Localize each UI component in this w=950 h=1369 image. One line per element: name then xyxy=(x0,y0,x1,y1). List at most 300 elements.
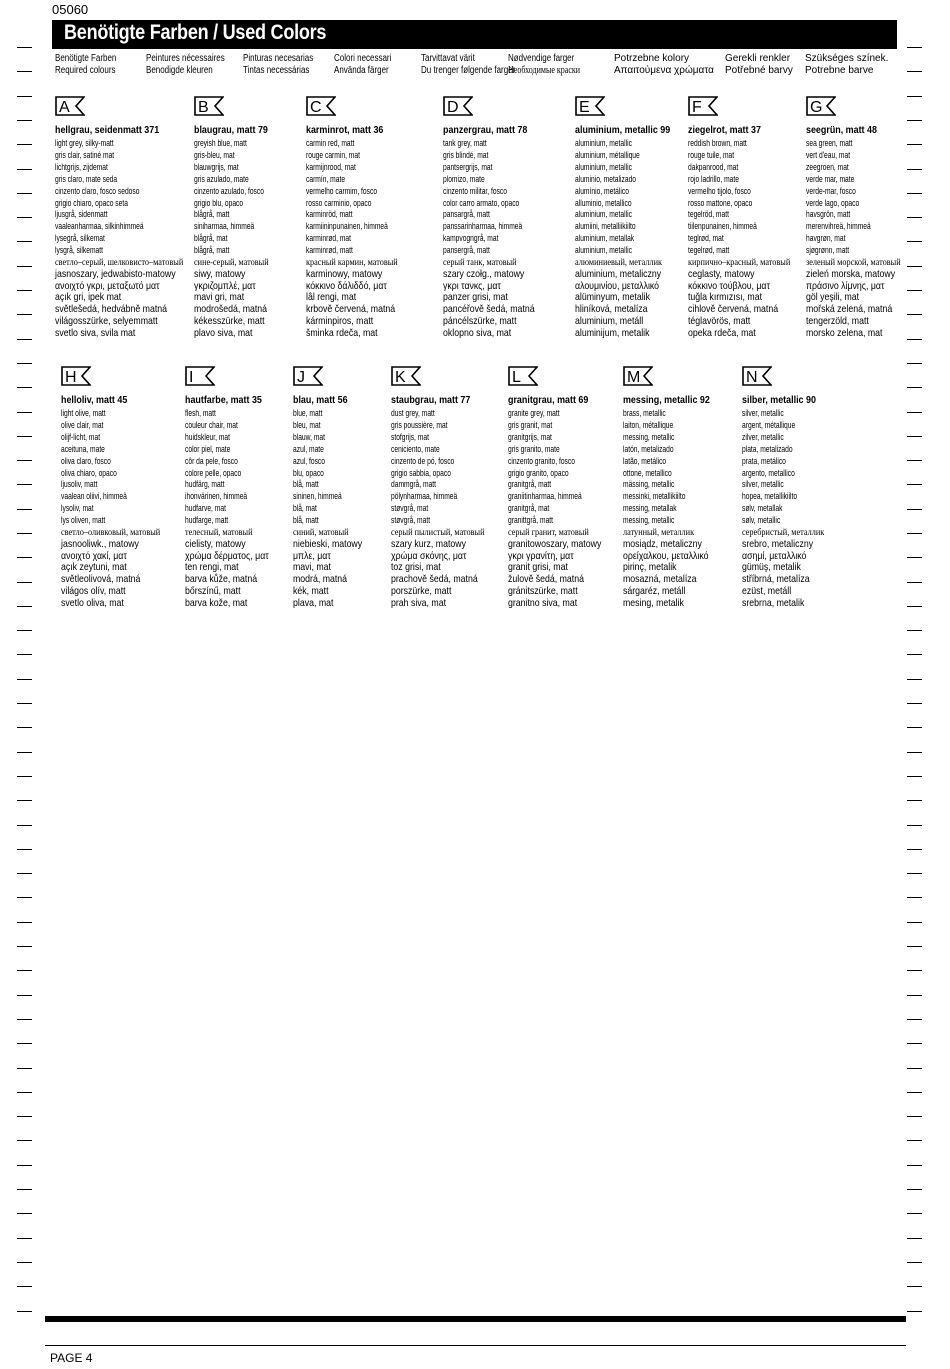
color-translation: lysoliv, mat xyxy=(61,503,94,514)
margin-mark xyxy=(907,460,922,461)
color-translation: stofgrijs, mat xyxy=(391,431,429,442)
margin-mark xyxy=(907,727,922,728)
color-letter: L xyxy=(512,369,521,386)
color-translation: srebrna, metalik xyxy=(742,597,805,609)
color-translation: cinzento militar, fosco xyxy=(443,185,507,196)
color-entry xyxy=(508,394,630,610)
margin-mark xyxy=(17,873,32,874)
color-letter: F xyxy=(692,99,702,116)
color-translation: carmin red, matt xyxy=(306,138,355,148)
color-translation: gris claro, mate seda xyxy=(55,173,118,184)
color-translation: ihonvärinen, himmeä xyxy=(185,491,248,502)
color-letter-marker xyxy=(61,366,91,386)
margin-mark xyxy=(907,1262,922,1263)
language-heading-line: Benötigte Farben xyxy=(55,53,117,64)
margin-mark xyxy=(17,582,32,583)
margin-mark xyxy=(907,47,922,48)
color-translation: αλουμινίου, μεταλλικό xyxy=(575,280,660,292)
color-translation: cinzento granito, fosco xyxy=(508,455,575,466)
margin-mark xyxy=(907,897,922,898)
color-translation: sølv, metallak xyxy=(742,503,783,514)
color-translation: κόκκινο τούβλου, ματ xyxy=(688,280,770,292)
color-translation: zilver, metallic xyxy=(742,431,784,442)
color-letter-marker xyxy=(508,366,538,386)
color-translation: ορείχαλκου, μεταλλικό xyxy=(623,550,709,562)
color-translation: žulově šedá, matná xyxy=(508,574,584,586)
color-translation: messing, metallic xyxy=(623,515,675,526)
margin-mark xyxy=(907,873,922,874)
language-heading-line: Tarvittavat värit xyxy=(421,53,475,64)
margin-mark xyxy=(907,1189,922,1190)
language-heading-line: Potřebné barvy xyxy=(725,65,793,76)
color-translation: prah siva, mat xyxy=(391,597,447,609)
color-translation: sea green, matt xyxy=(806,138,853,148)
margin-mark xyxy=(907,1140,922,1141)
margin-mark xyxy=(907,630,922,631)
color-translation: morsko zelena, mat xyxy=(806,327,883,339)
product-code: 05060 xyxy=(52,2,89,17)
color-entry xyxy=(61,394,183,610)
color-translation: lâl rengi, mat xyxy=(306,292,357,304)
color-translation: ljusgrå, sidenmatt xyxy=(55,209,108,220)
color-translation: gris blindé, mat xyxy=(443,149,489,160)
color-translation: olive clair, mat xyxy=(61,419,104,430)
margin-mark xyxy=(17,363,32,364)
color-translation: vaaleanharmaa, silkinhimmeä xyxy=(55,221,144,232)
margin-mark xyxy=(17,654,32,655)
color-translation: ezüst, metáll xyxy=(742,586,792,598)
color-translation: gránitszürke, matt xyxy=(508,586,578,598)
color-translation: aluminium, metallic xyxy=(575,138,632,148)
margin-mark xyxy=(17,533,32,534)
color-translation: rouge tuile, mat xyxy=(688,149,735,160)
color-name: helloliv, matt 45 xyxy=(61,394,128,406)
color-translation: karminrød, mat xyxy=(306,233,352,244)
color-translation: ceniciento, mate xyxy=(391,443,440,454)
margin-mark xyxy=(17,946,32,947)
margin-mark xyxy=(17,436,32,437)
color-name: hautfarbe, matt 35 xyxy=(185,394,262,406)
margin-mark xyxy=(907,533,922,534)
color-translation: rouge carmin, mat xyxy=(306,149,360,160)
color-translation: tuğla kırmızısı, mat xyxy=(688,292,763,304)
color-translation: rosso carminio, opaco xyxy=(306,197,372,208)
color-letter-marker xyxy=(391,366,421,386)
color-translation: colore pelle, opaco xyxy=(185,467,242,478)
color-translation: latão, metálico xyxy=(623,455,667,466)
color-translation: niebieski, matowy xyxy=(293,538,363,550)
color-translation: messing, metallic xyxy=(623,431,675,442)
color-translation: серый гранит, матовый xyxy=(508,527,589,539)
color-entry xyxy=(194,124,316,340)
color-translation: opeka rdeča, mat xyxy=(688,327,756,339)
color-translation: svetlo oliva, mat xyxy=(61,597,124,609)
margin-mark xyxy=(17,71,32,72)
color-translation: siniharmaa, himmeä xyxy=(194,221,255,232)
color-translation: hopea, metallikiilto xyxy=(742,491,798,502)
color-translation: kampvogngrå, mat xyxy=(443,233,499,244)
color-translation: blå, matt xyxy=(293,515,319,526)
margin-mark xyxy=(17,849,32,850)
color-translation: graniitinharmaa, himmeä xyxy=(508,491,582,502)
color-translation: tegelröd, matt xyxy=(688,209,729,220)
color-translation: páncélszürke, matt xyxy=(443,316,517,328)
margin-mark xyxy=(907,1019,922,1020)
color-letter: D xyxy=(447,99,459,116)
language-heading xyxy=(146,53,244,77)
language-heading xyxy=(614,53,714,77)
color-name: seegrün, matt 48 xyxy=(806,124,877,136)
color-translation: светло–оливковый, матовый xyxy=(61,527,161,539)
color-name: aluminium, metallic 99 xyxy=(575,124,671,136)
color-translation: huidskleur, mat xyxy=(185,431,231,442)
color-translation: gris-bleu, mat xyxy=(194,149,235,160)
language-heading xyxy=(55,53,132,77)
color-translation: vermelho carmim, fosco xyxy=(306,185,378,196)
color-translation: hudfärg, matt xyxy=(185,479,225,490)
color-translation: синий, матовый xyxy=(293,527,349,539)
margin-mark xyxy=(17,387,32,388)
color-translation: ceglasty, matowy xyxy=(688,268,755,280)
page-title: Benötigte Farben / Used Colors xyxy=(64,21,327,44)
margin-mark xyxy=(907,1165,922,1166)
color-name: blaugrau, matt 79 xyxy=(194,124,268,136)
language-heading-line: Potrebne barve xyxy=(805,65,874,76)
color-translation: verde-mar, fosco xyxy=(806,185,856,196)
color-translation: argent, métallique xyxy=(742,419,796,430)
color-entry xyxy=(623,394,745,610)
color-translation: γκρι γρανίτη, ματ xyxy=(508,550,574,562)
margin-mark xyxy=(907,363,922,364)
color-translation: alluminio, metallico xyxy=(575,197,632,208)
color-letter: M xyxy=(627,369,641,386)
margin-mark xyxy=(907,1116,922,1117)
color-translation: ανοιχτό χακί, ματ xyxy=(61,550,127,562)
color-translation: plava, mat xyxy=(293,597,334,609)
color-translation: ασημί, μεταλλικό xyxy=(742,550,807,562)
color-translation: blågrå, mat xyxy=(194,233,228,244)
color-translation: plomizo, mate xyxy=(443,173,485,184)
language-heading-line: Colori necessari xyxy=(334,53,392,64)
color-translation: pölynharmaa, himmeä xyxy=(391,491,458,502)
language-heading-line: Använda färger xyxy=(334,65,389,76)
color-translation: sárgaréz, metáll xyxy=(623,586,686,598)
color-translation: rosso mattone, opaco xyxy=(688,197,753,208)
color-letter: A xyxy=(59,99,70,116)
margin-mark xyxy=(17,1116,32,1117)
language-heading-line: Pinturas necesarias xyxy=(243,53,314,64)
color-translation: jasnooliwk., matowy xyxy=(61,538,139,550)
color-translation: lysegrå, silkemat xyxy=(55,233,105,244)
color-translation: világosszürke, selyemmatt xyxy=(55,316,158,328)
margin-mark xyxy=(907,800,922,801)
color-translation: серый танк, матовый xyxy=(443,257,517,269)
color-letter-marker xyxy=(293,366,323,386)
color-translation: aluminio, metalizado xyxy=(575,173,637,184)
margin-mark xyxy=(17,1092,32,1093)
color-translation: pansergrå, matt xyxy=(443,245,490,256)
margin-mark xyxy=(907,557,922,558)
margin-mark xyxy=(907,71,922,72)
color-translation: støvgrå, mat xyxy=(391,503,429,514)
color-letter-marker xyxy=(185,366,215,386)
language-heading-line: Benodigde kleuren xyxy=(146,65,213,76)
margin-mark xyxy=(17,169,32,170)
color-translation: bleu, mat xyxy=(293,419,321,430)
margin-mark xyxy=(907,582,922,583)
color-translation: ανοιχτό γκρι, μεταξωτό ματ xyxy=(55,280,160,292)
color-translation: srebro, metaliczny xyxy=(742,538,814,550)
margin-mark xyxy=(17,509,32,510)
color-letter: I xyxy=(189,369,194,386)
color-translation: kék, matt xyxy=(293,586,329,598)
margin-mark xyxy=(17,897,32,898)
margin-mark xyxy=(17,800,32,801)
color-entry xyxy=(443,124,565,340)
color-entry xyxy=(185,394,307,610)
margin-mark xyxy=(907,679,922,680)
language-heading xyxy=(334,53,406,77)
color-translation: szary kurz, matowy xyxy=(391,538,466,550)
color-entry xyxy=(806,124,928,340)
color-translation: grigio blu, opaco xyxy=(194,197,244,208)
margin-mark xyxy=(17,1165,32,1166)
color-translation: azul, mate xyxy=(293,443,324,454)
color-translation: cinzento de pó, fosco xyxy=(391,455,455,466)
language-heading-line: Peintures nécessaires xyxy=(146,53,225,64)
color-entry xyxy=(688,124,810,340)
color-translation: красный кармин, матовый xyxy=(306,257,398,269)
color-translation: rojo ladrillo, mate xyxy=(688,173,739,184)
color-translation: ottone, metallico xyxy=(623,467,672,478)
margin-mark xyxy=(17,1068,32,1069)
color-translation: prata, metálico xyxy=(742,455,786,466)
language-heading-line: Gerekli renkler xyxy=(725,53,791,64)
color-translation: pancéřově šedá, matná xyxy=(443,304,535,316)
margin-mark xyxy=(907,995,922,996)
color-translation: алюминиевый, металлик xyxy=(575,257,663,269)
margin-mark xyxy=(907,654,922,655)
color-translation: mosiądz, metaliczny xyxy=(623,538,702,550)
color-letter: G xyxy=(810,99,823,116)
color-translation: lichtgrijs, zijdemat xyxy=(55,161,108,172)
color-translation: granitowoszary, matowy xyxy=(508,538,602,550)
margin-mark xyxy=(17,995,32,996)
language-heading-line: Необходимые краски xyxy=(508,65,581,76)
language-heading xyxy=(243,53,331,77)
language-heading-line: Du trenger følgende farger xyxy=(421,65,516,76)
color-translation: granite grey, matt xyxy=(508,408,560,418)
margin-mark xyxy=(17,266,32,267)
margin-mark xyxy=(907,96,922,97)
margin-mark xyxy=(907,509,922,510)
margin-mark xyxy=(17,922,32,923)
color-translation: havgrøn, mat xyxy=(806,233,846,244)
color-name: messing, metallic 92 xyxy=(623,394,710,406)
color-translation: tiilenpunainen, himmeä xyxy=(688,221,757,232)
color-translation: πράσινο λίμνης, ματ xyxy=(806,280,885,292)
color-translation: blue, matt xyxy=(293,408,323,418)
color-translation: blågrå, matt xyxy=(194,245,230,256)
color-letter-marker xyxy=(443,96,473,116)
color-translation: bőrszínű, matt xyxy=(185,586,241,598)
margin-mark xyxy=(907,825,922,826)
margin-mark xyxy=(17,776,32,777)
color-translation: blauwgrijs, mat xyxy=(194,161,239,172)
color-translation: серебристый, металлик xyxy=(742,527,825,539)
margin-mark xyxy=(907,776,922,777)
color-translation: stříbrná, metalíza xyxy=(742,574,810,586)
margin-mark xyxy=(17,484,32,485)
margin-mark xyxy=(907,946,922,947)
color-letter: C xyxy=(310,99,322,116)
margin-mark xyxy=(17,703,32,704)
color-translation: mavi, mat xyxy=(293,562,331,574)
color-translation: blå, mat xyxy=(293,503,317,514)
margin-mark xyxy=(17,630,32,631)
language-heading xyxy=(805,53,888,77)
color-letter-marker xyxy=(575,96,605,116)
margin-mark xyxy=(17,314,32,315)
color-translation: sjøgrønn, matt xyxy=(806,245,850,256)
margin-mark xyxy=(907,752,922,753)
language-heading xyxy=(508,53,598,77)
color-name: hellgrau, seidenmatt 371 xyxy=(55,124,160,136)
color-translation: χρώμα σκόνης, ματ xyxy=(391,550,467,562)
margin-mark xyxy=(17,47,32,48)
color-translation: зеленый морской, матовый xyxy=(806,257,901,269)
color-translation: grigio sabbia, opaco xyxy=(391,467,451,478)
color-translation: латунный, металлик xyxy=(623,527,695,539)
color-letter: N xyxy=(746,369,758,386)
margin-mark xyxy=(907,922,922,923)
color-translation: blå, matt xyxy=(293,479,319,490)
color-translation: ljusoliv, matt xyxy=(61,479,98,490)
margin-mark xyxy=(17,1019,32,1020)
color-translation: aluminium, metallak xyxy=(575,233,635,244)
color-letter: B xyxy=(198,99,209,116)
color-letter: H xyxy=(65,369,77,386)
margin-mark xyxy=(907,387,922,388)
color-translation: χρώμα δέρματος, ματ xyxy=(185,550,269,562)
color-translation: lysgrå, silkematt xyxy=(55,245,103,256)
color-translation: téglavörös, matt xyxy=(688,316,751,328)
color-translation: gris poussière, mat xyxy=(391,419,448,430)
color-translation: sølv, metallic xyxy=(742,515,781,526)
color-translation: prachově šedá, matná xyxy=(391,574,478,586)
margin-mark xyxy=(17,1189,32,1190)
color-translation: panzer grisi, mat xyxy=(443,292,508,304)
color-translation: olijf-licht, mat xyxy=(61,431,101,442)
color-translation: kékesszürke, matt xyxy=(194,316,265,328)
color-translation: støvgrå, matt xyxy=(391,515,431,526)
color-translation: göl yeşili, mat xyxy=(806,292,860,304)
color-translation: reddish brown, matt xyxy=(688,138,747,148)
color-translation: jasnoszary, jedwabisto-matowy xyxy=(55,268,176,280)
color-translation: merenvihreä, himmeä xyxy=(806,221,871,232)
footer-line xyxy=(45,1345,906,1346)
color-translation: svetlo siva, svila mat xyxy=(55,327,136,339)
color-translation: cielisty, matowy xyxy=(185,538,246,550)
color-translation: aluminium, metallic xyxy=(575,245,632,256)
color-entry xyxy=(55,124,184,340)
color-letter-marker xyxy=(688,96,718,116)
color-translation: krbově červená, matná xyxy=(306,304,396,316)
color-translation: porszürke, matt xyxy=(391,586,452,598)
color-translation: hliníková, metalíza xyxy=(575,304,648,316)
color-letter-marker xyxy=(306,96,336,116)
color-translation: dust grey, matt xyxy=(391,408,435,418)
color-letter: K xyxy=(395,369,406,386)
color-translation: light olive, matt xyxy=(61,408,106,418)
color-translation: messing, metallak xyxy=(623,503,677,514)
margin-mark xyxy=(17,144,32,145)
color-name: karminrot, matt 36 xyxy=(306,124,384,136)
margin-mark xyxy=(17,339,32,340)
color-translation: silver, metallic xyxy=(742,479,784,490)
color-translation: karmiininpunainen, himmeä xyxy=(306,221,388,232)
color-translation: mořská zelená, matná xyxy=(806,304,893,316)
color-translation: mässing, metallic xyxy=(623,479,675,490)
color-translation: gris clair, satiné mat xyxy=(55,149,115,160)
color-translation: karminröd, matt xyxy=(306,209,353,220)
color-translation: szary czołg., matowy xyxy=(443,268,525,280)
color-translation: barva kůže, matná xyxy=(185,574,258,586)
margin-mark xyxy=(907,120,922,121)
color-translation: grigio granito, opaco xyxy=(508,467,569,478)
color-translation: gris granito, mate xyxy=(508,443,560,454)
color-translation: alumiini, metalliikiilto xyxy=(575,221,636,232)
color-translation: karminrød, matt xyxy=(306,245,353,256)
margin-mark xyxy=(907,703,922,704)
color-entry xyxy=(575,124,697,340)
color-translation: sininen, himmeä xyxy=(293,491,342,502)
color-translation: μπλε, ματ xyxy=(293,550,331,562)
color-name: blau, matt 56 xyxy=(293,394,348,406)
color-translation: světleolivová, matná xyxy=(61,574,141,586)
color-translation: alüminyum, metalik xyxy=(575,292,650,304)
color-translation: siwy, matowy xyxy=(194,268,246,280)
color-translation: κόκκινο δάλιδδό, ματ xyxy=(306,280,387,292)
color-translation: açık gri, ipek mat xyxy=(55,292,122,304)
margin-mark xyxy=(17,1043,32,1044)
language-heading-line: Required colours xyxy=(55,65,116,76)
color-translation: azul, fosco xyxy=(293,455,326,466)
color-translation: oklopno siva, mat xyxy=(443,327,512,339)
color-translation: tengerzöld, matt xyxy=(806,316,869,328)
color-translation: aluminium, metáll xyxy=(575,316,644,328)
margin-mark xyxy=(907,970,922,971)
language-heading-line: Απαιτούμενα χρώματα xyxy=(614,65,714,76)
color-entry xyxy=(391,394,513,610)
color-translation: cihlově červená, matná xyxy=(688,304,779,316)
color-translation: zieleń morska, matowy xyxy=(806,268,896,280)
margin-mark xyxy=(17,825,32,826)
color-translation: color piel, mate xyxy=(185,443,231,454)
color-translation: laiton, métallique xyxy=(623,419,674,430)
color-translation: modrá, matná xyxy=(293,574,348,586)
color-translation: verde lago, opaco xyxy=(806,197,860,208)
color-translation: oliva claro, fosco xyxy=(61,455,111,466)
color-translation: сине-серый, матовый xyxy=(194,257,269,269)
color-translation: blauw, mat xyxy=(293,431,326,442)
color-translation: aluminium, metallic xyxy=(575,209,632,220)
color-translation: granitgrijs, mat xyxy=(508,431,552,442)
footer-bar xyxy=(45,1316,906,1322)
color-translation: barva kože, mat xyxy=(185,597,248,609)
margin-mark xyxy=(17,557,32,558)
color-letter-marker xyxy=(194,96,224,116)
